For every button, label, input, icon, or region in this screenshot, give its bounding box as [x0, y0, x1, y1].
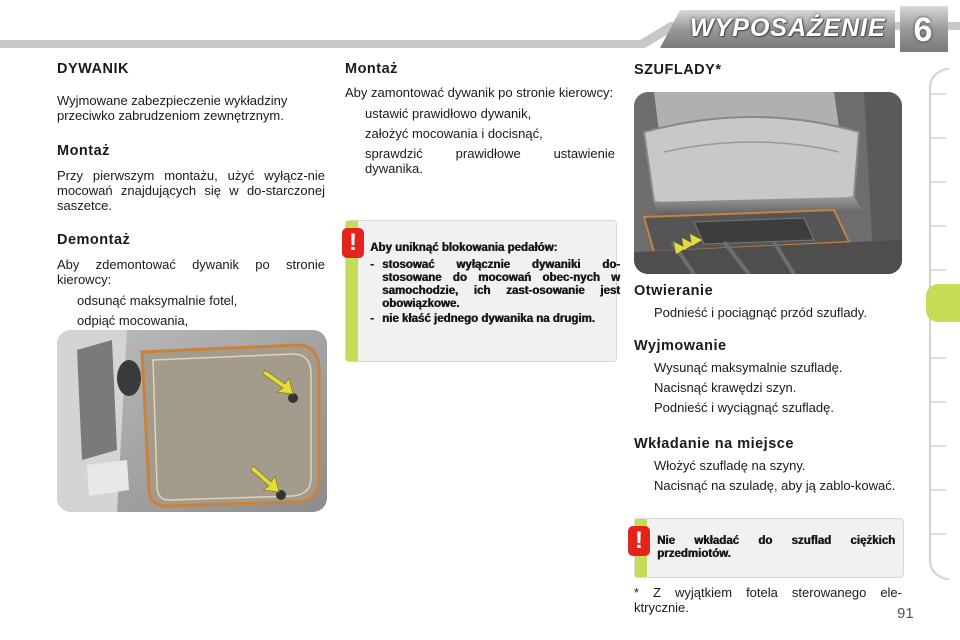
wyjmowanie-list — [634, 360, 902, 415]
middle-column — [345, 62, 615, 176]
dash-mark: - — [370, 259, 374, 271]
page-tab-icon — [926, 284, 960, 322]
footnote: * Z wyjątkiem fotela sterowanego ele-ktrycznie. — [634, 585, 902, 615]
pedal-warning-title: Aby uniknąć blokowania pedałów: — [370, 242, 558, 254]
section-title-szuflady: SZUFLADY* — [634, 62, 722, 78]
list-item: - stosować wyłącznie dywaniki do-stosowane do mocowań obec-nych w samochodzie, ich zast-osowanie jest obowiązkowe. — [370, 259, 620, 310]
list-item: odpiąć mocowania, — [77, 313, 189, 328]
wkladanie-list — [634, 458, 902, 493]
list-item: założyć mocowania i docisnąć, — [365, 126, 543, 141]
dash-mark: - — [370, 313, 374, 325]
chapter-number: 6 — [913, 11, 933, 49]
page-number: 91 — [897, 605, 914, 622]
list-item: Podnieść i wyciągnąć szufladę. — [654, 400, 834, 415]
warning-exclamation-icon: ! — [342, 228, 364, 258]
floor-mat-photo — [57, 330, 327, 512]
chapter-title: WYPOSAŻENIE — [690, 14, 886, 42]
section-title-demontaz: Demontaż — [57, 232, 131, 248]
list-item: Podnieść i pociągnąć przód szuflady. — [654, 305, 867, 320]
section-title-wyjmowanie: Wyjmowanie — [634, 338, 727, 354]
section-title-montaz-2: Montaż — [345, 61, 398, 77]
list-item: Nacisnąć krawędzi szyn. — [654, 380, 797, 395]
list-item: Wysunąć maksymalnie szufladę. — [654, 360, 843, 375]
chapter-tab-rail — [928, 68, 950, 580]
demontaz-intro: Aby zdemontować dywanik po stronie kierowcy: — [57, 257, 325, 287]
montaz-list — [345, 106, 615, 176]
montaz-text: Przy pierwszym montażu, użyć wyłącz-nie mocowań znajdujących się w do-starczonej saszetce. — [57, 168, 325, 213]
warning-exclamation-icon: ! — [628, 526, 650, 556]
list-item: ustawić prawidłowo dywanik, — [365, 106, 532, 121]
list-item: sprawdzić prawidłowe ustawienie dywanika. — [365, 146, 615, 176]
section-title-montaz: Montaż — [57, 143, 110, 159]
right-column — [634, 284, 902, 493]
list-item: - nie kłaść jednego dywanika na drugim. — [370, 313, 595, 325]
montaz-intro: Aby zamontować dywanik po stronie kierowcy: — [345, 85, 614, 100]
section-title-wkladanie: Wkładanie na miejsce — [634, 436, 794, 452]
drawer-warning-text: Nie wkładać do szuflad ciężkich przedmiotów. — [657, 535, 895, 560]
left-column — [57, 62, 325, 348]
list-item: odsunąć maksymalnie fotel, — [77, 293, 238, 308]
section-title-otwieranie: Otwieranie — [634, 283, 714, 299]
section-title-dywanik: DYWANIK — [57, 61, 129, 77]
dywanik-intro: Wyjmowane zabezpieczenie wykładziny przeciwko zabrudzeniom zewnętrznym. — [57, 93, 288, 123]
seat-drawer-photo — [634, 92, 902, 274]
list-item: Włożyć szufladę na szyny. — [654, 458, 806, 473]
list-item: Nacisnąć na szuladę, aby ją zablo-kować. — [654, 478, 896, 493]
